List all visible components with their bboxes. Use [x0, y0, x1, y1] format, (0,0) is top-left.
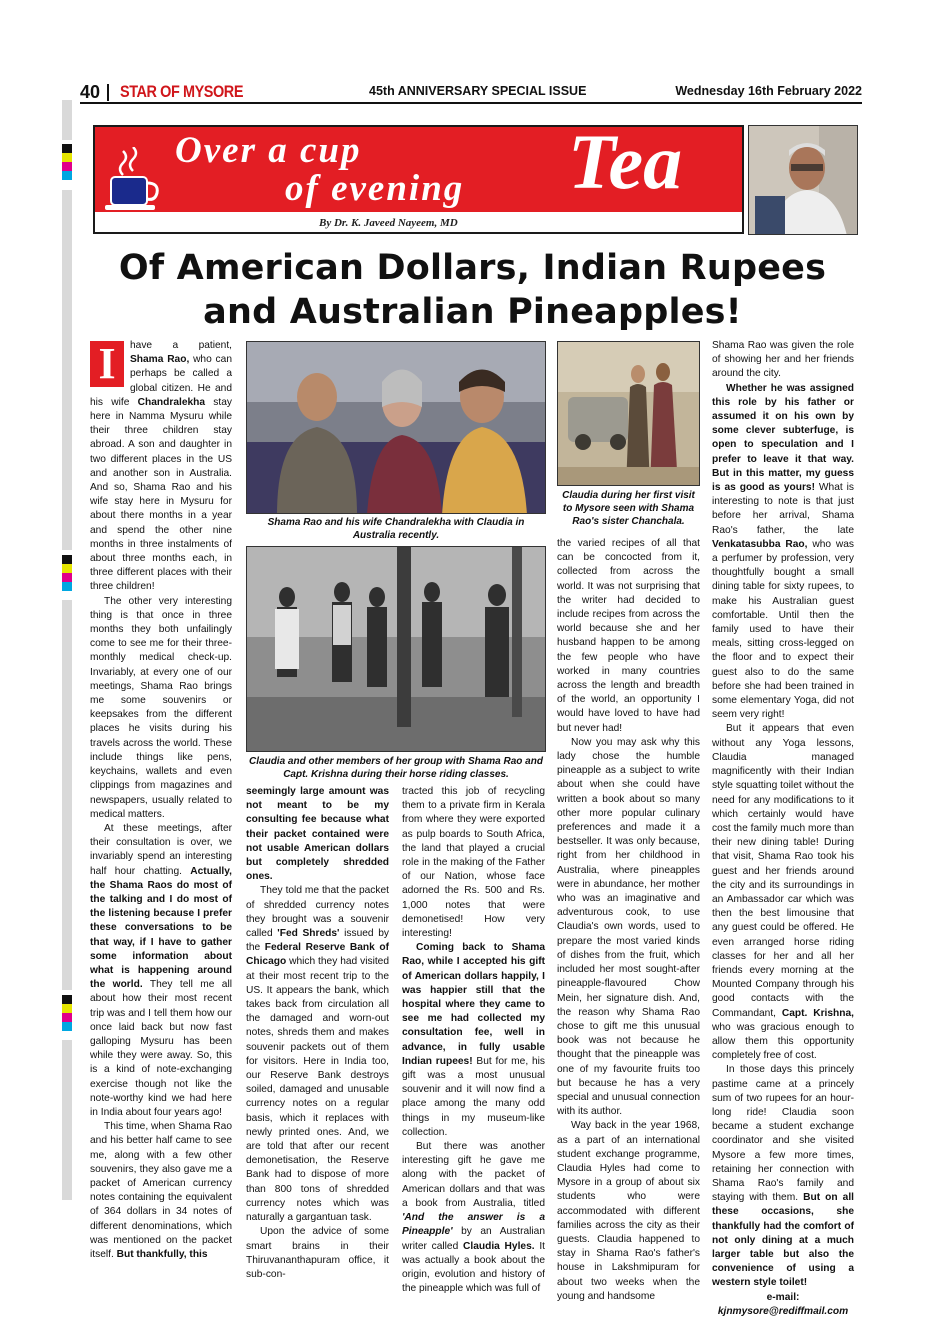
- article-column-1: [90, 339, 232, 1262]
- headline: [80, 246, 865, 334]
- headline-line1: Of American Dollars, Indian Rupees: [118, 248, 827, 288]
- headline-line2: and Australian Pineapples!: [203, 292, 742, 332]
- article-column-3: [402, 785, 545, 1296]
- article-column-5: [712, 339, 854, 1319]
- paragraph: But there was another interesting gift he gave me along with the packet of American dollars and that was a book from Australia, titled 'And the answer is a Pineapple' by an Australian writer called Claudia Hyles. It was actually a book about the origin, evolution and history of the pineapple which was full of: [402, 1141, 545, 1295]
- registration-bar-top: [62, 100, 72, 140]
- color-registration-marks-1: [62, 144, 72, 180]
- article-column-4: [557, 537, 700, 1304]
- photo-horse-riding-group: [246, 546, 546, 752]
- registration-bar-bottom: [62, 1040, 72, 1200]
- registration-bar-mid2: [62, 600, 72, 990]
- photo-image-3: [558, 342, 700, 486]
- article-column-2: [246, 785, 389, 1282]
- paragraph: Whether he was assigned this role by his father or assumed it on his own by some clever subterfuge, is open to speculation and I prefer to leave it that way. But in this matter, my guess is as good as yours! What is interesting to note is that just before her arrival, Shama Rao's father, the late Venkatasubba Rao, who was a perfumer by profession, very thoughtfully bought a small dining table for sixty rupees, to make his Australian guest comfortable. Until then the family used to have their meals, sitting cross-legged on the floor and to expect their guest also to do the same before she had been trained in some elementary Yoga, did not seem very right!: [712, 382, 855, 721]
- banner-title-tea: Tea: [568, 118, 683, 205]
- photo-caption-1: Shama Rao and his wife Chandralekha with Claudia in Australia recently.: [267, 517, 525, 541]
- color-registration-marks-2: [62, 555, 72, 591]
- issue-label: 45th ANNIVERSARY SPECIAL ISSUE: [369, 84, 587, 98]
- photo-image-2: [247, 547, 546, 752]
- page-number: 40: [80, 82, 101, 102]
- photo-shama-rao-family: [246, 341, 546, 514]
- email-label: e-mail:: [766, 1291, 800, 1303]
- photo-caption-3: Claudia during her first visit to Mysore seen with Shama Rao's sister Chanchala.: [562, 490, 695, 527]
- paragraph: But it appears that even without any Yoga lessons, Claudia managed magnificently with their Indian style squatting toilet without the need for any modifications to it which certainly would have cost the family much more than their new dining table! During that visit, Shama Rao took his guest and her friends around the city and its surroundings in an Ambassador car which was then the best limousine that any guest could be offered. He even arranged horse riding classes for her and all her friends every morning at the Mounted Company through his good contacts with the Commandant, Capt. Krishna, who was gracious enough to allow them this opportunity completely free of cost.: [712, 723, 854, 1062]
- photo-claudia-chanchala: [557, 341, 700, 486]
- photo-caption-2: Claudia and other members of her group with Shama Rao and Capt. Krishna during their horse riding classes.: [249, 756, 543, 780]
- paragraph: The other very interesting thing is that once in three months they both unfailingly come to see me for their three-monthly medical check-up. Invariably, at every one of our meetings, Shama Rao brings me some souvenirs or keepsakes from the different places he visits during his travels across the world. These include things like pens, keychains, wallets and even clippings from magazines and newspapers, usually related to medical matters.: [90, 595, 232, 820]
- banner-red-band: [95, 118, 742, 212]
- paragraph: Way back in the year 1968, as a part of an international student exchange programme, Claudia Hyles had come to Mysore in a group of about six students who were accommodated with different families across the city as their guests. Claudia happened to stay in Shama Rao's father's house in Lakshmipuram for about two weeks when the young and handsome: [557, 1120, 700, 1302]
- paragraph: Now you may ask why this lady chose the humble pineapple as a subject to write about when she could have written a book about so many other more popular culinary preferences and made it a bestseller. It was only because, right from her childhood in Australia, where pineapples were in abundance, her mother who was an imaginative and adventurous cook, to use Claudia's own words, used to prepare the most varied kinds of dishes from the fruit, which included her most sought-after pineapple-flavoured Chow Mein, her signature dish. And, the reason why Shama Rao chose to gift me this unusual book was not because he thought that the pineapple was one of my favourite fruits too but because he has a very special and unusual connection with its author.: [557, 736, 700, 1118]
- paragraph: Shama Rao was given the role of showing her and her friends around the city.: [712, 340, 854, 380]
- registration-bar-mid1: [62, 190, 72, 550]
- paragraph: This time, when Shama Rao and his better half came to see me, along with a few other souvenirs, they also gave me a packet of American currency notes containing the equivalent of 364 dollars in 34 notes of different denominations, which was mentioned on the packet itself. But thankfully, this: [90, 1121, 232, 1260]
- paragraph: seemingly large amount was not meant to be my consulting fee because what their packet contained were not usable American dollars but completely shredded ones.: [246, 786, 389, 883]
- paragraph: tracted this job of recycling them to a private firm in Kerala from where they were exported as pulp boards to South Africa, the land that played a crucial role in the making of the Father of our Nation, whose face adorned the Rs. 500 and Rs. 1,000 notes that were demonetised! How very interesting!: [402, 786, 545, 940]
- header-divider: [107, 84, 109, 101]
- issue-date: Wednesday 16th February 2022: [675, 84, 862, 98]
- author-email[interactable]: kjnmysore@rediffmail.com: [717, 1305, 849, 1317]
- page-header: [80, 82, 862, 104]
- masthead: STAR OF MYSORE: [120, 82, 244, 101]
- paragraph: They told me that the packet of shredded currency notes they brought was a souvenir called 'Fed Shreds' issued by the Federal Reserve Bank of Chicago which they had visited at their most recent trip to the US. It appears the bank, which takes back from circulation all the damaged and worn-out notes, shreds them and makes souvenir packets out of them for visitors. Here in India too, our Reserve Bank destroys soiled, damaged and unusable currency notes on a regular basis, which it replaces with newly printed ones. And, we are told that after our recent demonetisation, the Reserve Bank had to dispose of more than 800 tons of shredded currency notes which was naturally a gargantuan task.: [246, 885, 390, 1224]
- author-photo: [748, 125, 858, 235]
- tea-cup-icon: [105, 147, 165, 211]
- banner-title-line2: of evening: [285, 168, 465, 209]
- paragraph: In those days this princely pastime came at a princely sum of two rupees for an hour-long ride! Claudia soon became a student exchange coordinator and she visited Mysore a few more times, retaining her connection with Shama Rao's family and staying with them. But on all these occasions, she thankfully had the comfort of not only dining at a much larger table but also the convenience of using a western style toilet!: [712, 1064, 855, 1289]
- paragraph: the varied recipes of all that can be concocted from it, collected from across the world. It was not surprising that the writer had decided to include recipes from across the world because she and her husband happen to be among the few people who have worked in many countries across the length and breadth of the world, an opportunity I would have loved to have had but never had!: [557, 538, 700, 734]
- photo-image-1: [247, 342, 546, 514]
- drop-cap: I: [90, 341, 124, 387]
- paragraph: Coming back to Shama Rao, while I accepted his gift of American dollars happily, I was happier still that the hospital where they came to see me had collected my consultation fee, well in advance, in fully usable Indian rupees! But for me, his gift was a most unusual souvenir and it will now find a place among the many odd things in my museum-like collection.: [402, 942, 545, 1138]
- column-banner: [93, 118, 744, 234]
- author-portrait-image: [749, 126, 858, 235]
- color-registration-marks-3: [62, 995, 72, 1031]
- paragraph: At these meetings, after their consultation is over, we invariably spend an interesting half hour chatting. Actually, the Shama Raos do most of the talking and I do most of the listening because I prefer these conversations to be that way, if I have to gather some information about what is happening around the world. They tell me all about how their most recent trip was and I tell them how our once laid back but now fast galloping Mysuru has been while they were away. So, this is a kind of note-exchanging exercise though not like the note-worthy kind we had here in India about four years ago!: [90, 822, 232, 1118]
- banner-title-line1: Over a cup: [175, 130, 362, 171]
- paragraph: I have a patient, Shama Rao, who can perhaps be called a global citizen. He and his wife Chandralekha stay here in Namma Mysuru while their three children stay abroad. A son and daughter in two different places in the US and another son in Australia. And so, Shama Rao and his wife stay here in Mysuru for about there months in a year and spend the other nine months in three instalments of about three months each, in three different places with their three children!: [90, 339, 232, 593]
- byline: By Dr. K. Javeed Nayeem, MD: [319, 217, 458, 229]
- paragraph: Upon the advice of some smart brains in their Thiruvananthapuram office, it sub-con-: [246, 1226, 389, 1280]
